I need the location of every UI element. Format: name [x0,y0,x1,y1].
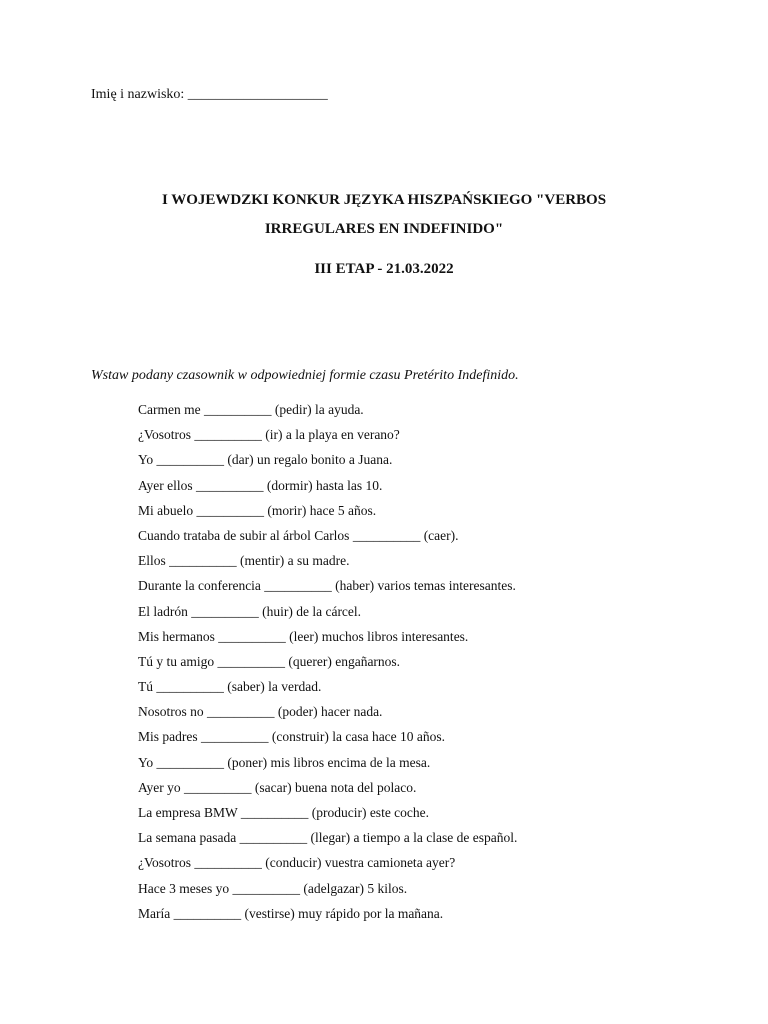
exercise-sentence[interactable]: El ladrón __________ (huir) de la cárcel. [138,603,362,619]
exercise-sentence[interactable]: La empresa BMW __________ (producir) este coche. [138,805,430,820]
exercise-sentence[interactable]: Yo __________ (dar) un regalo bonito a Juana. [138,452,393,468]
exercise-sentence[interactable]: Mi abuelo __________ (morir) hace 5 años. [138,502,377,518]
exercise-sentence[interactable]: ¿Vosotros __________ (ir) a la playa en verano? [138,427,400,443]
name-field-line[interactable]: Imię i nazwisko: ____________________ [91,87,328,102]
exercise-sentence[interactable]: Durante la conferencia __________ (haber) varios temas interesantes. [138,578,516,594]
exercise-sentence[interactable]: Tú __________ (saber) la verdad. [138,679,322,695]
exercise-sentence[interactable]: María __________ (vestirse) muy rápido por la mañana. [138,905,444,921]
exercise-sentence[interactable]: Nosotros no __________ (poder) hacer nada. [138,704,383,720]
page-title-line-2: IRREGULARES EN INDEFINIDO" [264,221,504,237]
exercise-sentence[interactable]: Ayer yo __________ (sacar) buena nota del polaco. [138,779,417,795]
exercise-sentence[interactable]: La semana pasada __________ (llegar) a tiempo a la clase de español. [138,830,518,846]
instruction-text: Wstaw podany czasownik w odpowiedniej formie czasu Pretérito Indefinido. [91,368,519,383]
exercise-sentence[interactable]: Yo __________ (poner) mis libros encima de la mesa. [138,754,431,770]
exercise-sentence[interactable]: ¿Vosotros __________ (conducir) vuestra camioneta ayer? [138,855,456,871]
exercise-sentence[interactable]: Carmen me __________ (pedir) la ayuda. [138,402,364,417]
exercise-sentence[interactable]: Hace 3 meses yo __________ (adelgazar) 5 kilos. [138,880,408,896]
page-subtitle: III ETAP - 21.03.2022 [314,261,454,277]
exercise-sentence[interactable]: Cuando trataba de subir al árbol Carlos __________ (caer). [138,527,459,543]
exercise-sentence[interactable]: Ayer ellos __________ (dormir) hasta las 10. [138,477,383,493]
exercise-sentence[interactable]: Mis padres __________ (construir) la casa hace 10 años. [138,729,446,745]
page-title-line-1: I WOJEWDZKI KONKUR JĘZYKA HISZPAŃSKIEGO "VERBOS [161,192,607,208]
exercise-sentence[interactable]: Mis hermanos __________ (leer) muchos libros interesantes. [138,628,469,644]
exercise-sentence[interactable]: Ellos __________ (mentir) a su madre. [138,553,350,569]
exercise-sentence[interactable]: Tú y tu amigo __________ (querer) engañarnos. [138,653,401,669]
